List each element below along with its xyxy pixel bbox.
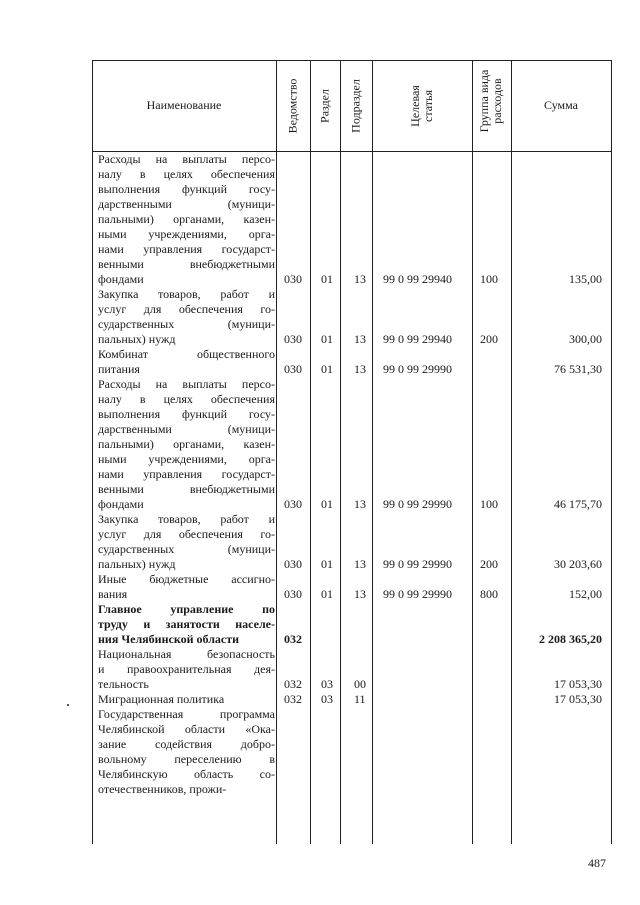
row-name-line: ния Челябинской области <box>98 632 240 646</box>
row-razdel: 01 <box>321 272 333 286</box>
table-row <box>92 152 612 287</box>
row-name-line: нами управления государст- <box>98 242 275 256</box>
header-name: Наименование <box>146 98 222 112</box>
row-name-line: пальными) органами, казен- <box>98 437 275 451</box>
row-vedomstvo: 030 <box>284 557 302 571</box>
row-gruppa: 100 <box>480 272 498 286</box>
row-name-line: вания <box>98 587 128 601</box>
row-razdel: 01 <box>321 497 333 511</box>
row-name-line: услуг для обеспечения го- <box>98 527 275 541</box>
table-row <box>92 572 612 602</box>
row-name-line: пальными) органами, казен- <box>98 212 275 226</box>
row-name <box>98 707 275 797</box>
table-row <box>92 347 612 377</box>
row-name <box>98 692 275 707</box>
row-name <box>98 152 275 287</box>
row-name-line: труду и занятости населе- <box>98 617 275 631</box>
header-celevaya-line2: статья <box>421 90 435 122</box>
row-vedomstvo: 030 <box>284 272 302 286</box>
row-name-line: венными внебюджетными <box>98 482 275 496</box>
row-name-line: дарственными (муници- <box>98 422 275 436</box>
row-podrazdel: 11 <box>354 692 366 706</box>
row-gruppa: 100 <box>480 497 498 511</box>
row-razdel: 03 <box>321 677 333 691</box>
row-name-line: Национальная безопасность <box>98 647 275 661</box>
row-name-line: услуг для обеспечения го- <box>98 302 275 316</box>
row-podrazdel: 13 <box>354 497 366 511</box>
row-summa: 152,00 <box>569 587 602 601</box>
row-celevaya: 99 0 99 29990 <box>383 362 452 376</box>
table-row <box>92 287 612 347</box>
row-podrazdel: 00 <box>354 677 366 691</box>
table-row <box>92 707 612 797</box>
row-vedomstvo: 032 <box>284 677 302 691</box>
row-name-line: Государственная программа <box>98 707 275 721</box>
row-name-line: и правоохранительная дея- <box>98 662 275 676</box>
header-podrazdel: Подраздел <box>348 79 363 133</box>
row-name-line: Главное управление по <box>98 602 275 616</box>
row-name-line: отечественников, прожи- <box>98 782 227 796</box>
row-name <box>98 512 275 572</box>
row-name-line: сударственных (муници- <box>98 317 275 331</box>
row-razdel: 01 <box>321 362 333 376</box>
row-name-line: фондами <box>98 272 144 286</box>
row-name-line: фондами <box>98 497 144 511</box>
row-razdel: 01 <box>321 587 333 601</box>
row-vedomstvo: 032 <box>284 692 302 706</box>
header-summa: Сумма <box>544 98 578 112</box>
row-name-line: сударственных (муници- <box>98 542 275 556</box>
row-name-line: налу в целях обеспечения <box>98 167 275 181</box>
row-gruppa: 800 <box>480 587 498 601</box>
row-name-line: Челябинскую область со- <box>98 767 275 781</box>
row-name-line: ными учреждениями, орга- <box>98 452 275 466</box>
row-name-line: нами управления государст- <box>98 467 275 481</box>
row-vedomstvo: 030 <box>284 362 302 376</box>
row-celevaya: 99 0 99 29990 <box>383 587 452 601</box>
table-row <box>92 647 612 692</box>
row-name-line: Челябинской области «Ока- <box>98 722 275 736</box>
row-name-line: пальных) нужд <box>98 332 176 346</box>
header-gruppa-line2: расходов <box>490 78 504 124</box>
row-gruppa: 200 <box>480 557 498 571</box>
row-name <box>98 647 275 692</box>
row-name-line: пальных) нужд <box>98 557 176 571</box>
row-celevaya: 99 0 99 29990 <box>383 557 452 571</box>
table-row <box>92 602 612 647</box>
header-razdel: Раздел <box>317 89 332 123</box>
row-podrazdel: 13 <box>354 362 366 376</box>
row-summa: 17 053,30 <box>554 677 602 691</box>
header-celevaya-line1: Целевая <box>408 85 422 127</box>
row-name <box>98 287 275 347</box>
row-name-line: налу в целях обеспечения <box>98 392 275 406</box>
row-razdel: 03 <box>321 692 333 706</box>
row-name <box>98 377 275 512</box>
row-name-line: вольному переселению в <box>98 752 275 766</box>
row-summa: 30 203,60 <box>554 557 602 571</box>
row-name-line: питания <box>98 362 140 376</box>
header-gruppa-line1: Группа вида <box>477 69 491 133</box>
row-summa: 46 175,70 <box>554 497 602 511</box>
row-podrazdel: 13 <box>354 557 366 571</box>
row-name-line: Закупка товаров, работ и <box>98 287 275 301</box>
row-name-line: Комбинат общественного <box>98 347 275 361</box>
row-vedomstvo: 032 <box>284 632 302 646</box>
table-row <box>92 377 612 512</box>
table-row <box>92 692 612 707</box>
row-name-line: венными внебюджетными <box>98 257 275 271</box>
row-podrazdel: 13 <box>354 332 366 346</box>
row-razdel: 01 <box>321 557 333 571</box>
row-name-line: Расходы на выплаты персо- <box>98 377 275 391</box>
scan-dot <box>67 704 69 706</box>
row-summa: 300,00 <box>569 332 602 346</box>
row-name-line: ными учреждениями, орга- <box>98 227 275 241</box>
row-vedomstvo: 030 <box>284 497 302 511</box>
row-summa: 76 531,30 <box>554 362 602 376</box>
row-summa: 17 053,30 <box>554 692 602 706</box>
row-name-line: выполнения функций госу- <box>98 407 275 421</box>
row-razdel: 01 <box>321 332 333 346</box>
row-summa: 2 208 365,20 <box>539 632 602 646</box>
header-vedomstvo: Ведомство <box>285 78 300 134</box>
row-name-line: Миграционная политика <box>98 692 225 706</box>
row-vedomstvo: 030 <box>284 332 302 346</box>
row-name-line: Расходы на выплаты персо- <box>98 152 275 166</box>
table-top-border <box>92 60 612 61</box>
table-row <box>92 512 612 572</box>
page-number: 487 <box>588 856 606 870</box>
header-gruppa <box>478 70 504 133</box>
row-celevaya: 99 0 99 29940 <box>383 332 452 346</box>
row-summa: 135,00 <box>569 272 602 286</box>
row-podrazdel: 13 <box>354 272 366 286</box>
row-name-line: Иные бюджетные ассигно- <box>98 572 275 586</box>
row-name-line: Закупка товаров, работ и <box>98 512 275 526</box>
row-name-line: выполнения функций госу- <box>98 182 275 196</box>
row-name <box>98 572 275 602</box>
row-celevaya: 99 0 99 29990 <box>383 497 452 511</box>
row-gruppa: 200 <box>480 332 498 346</box>
row-name-line: тельность <box>98 677 149 691</box>
header-celevaya <box>409 85 435 127</box>
row-podrazdel: 13 <box>354 587 366 601</box>
row-vedomstvo: 030 <box>284 587 302 601</box>
row-name-line: зание содействия добро- <box>98 737 275 751</box>
row-name <box>98 347 275 377</box>
row-name <box>98 602 275 647</box>
row-celevaya: 99 0 99 29940 <box>383 272 452 286</box>
row-name-line: дарственными (муници- <box>98 197 275 211</box>
